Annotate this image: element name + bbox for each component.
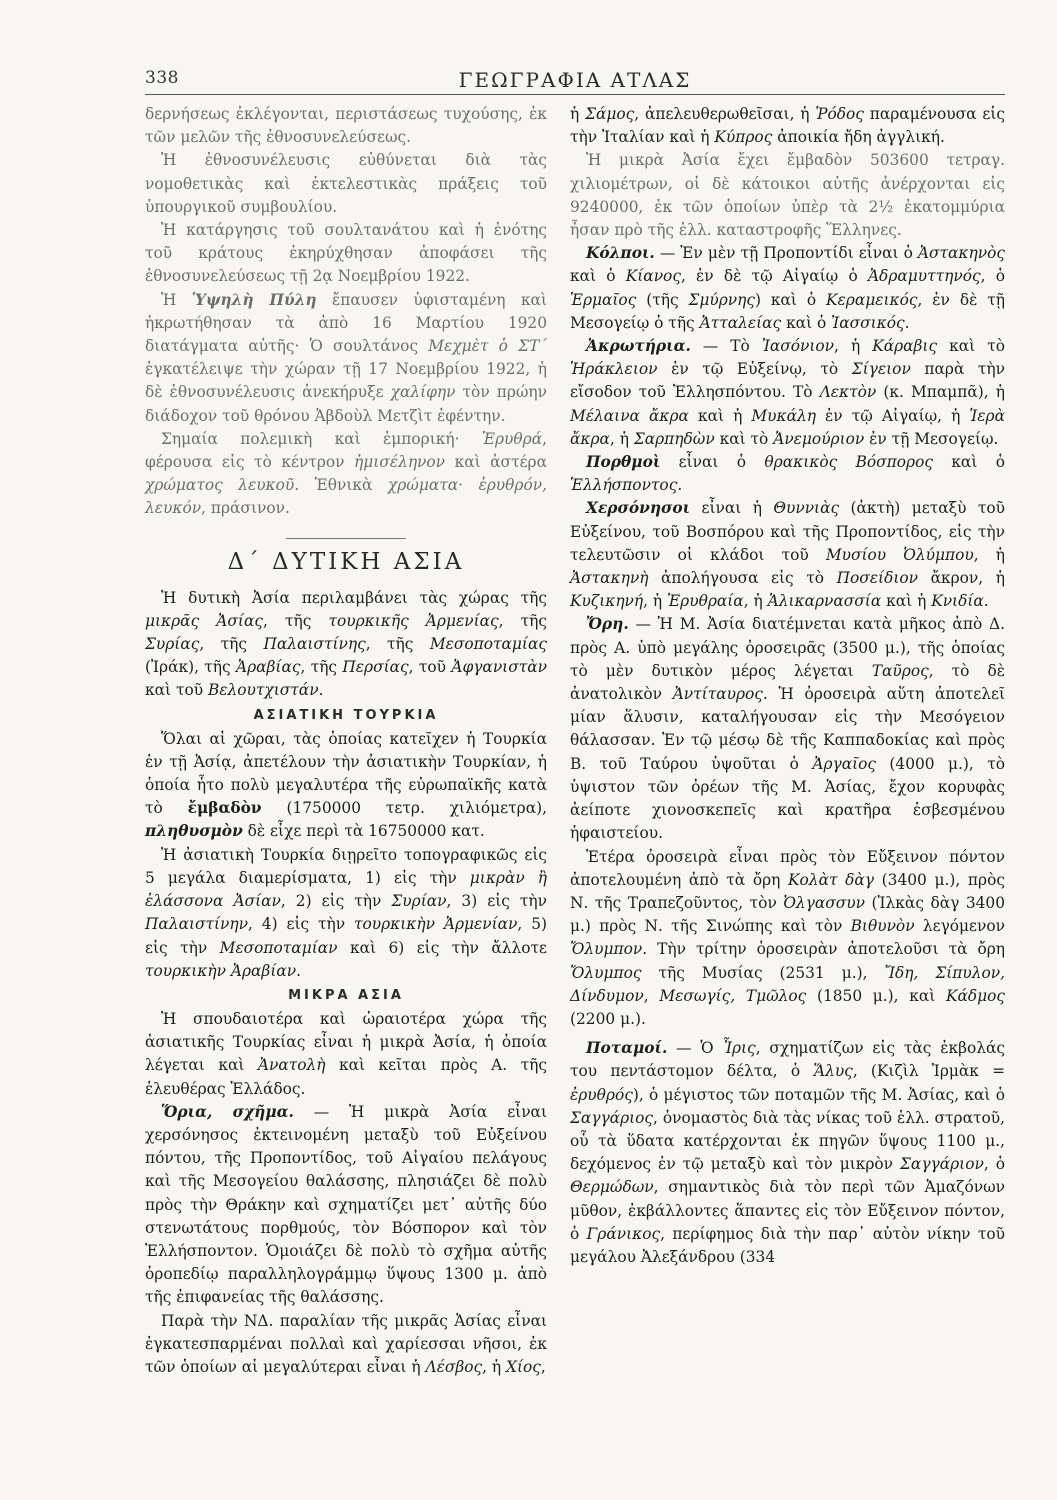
paragraph: Ἡ ἀσιατικὴ Τουρκία διῃρεῖτο τοπογραφικῶς εἰς 5 μεγάλα διαμερίσματα, 1) εἰς τὴν μικρὰν ἢ ἐλάσσονα Ἀσίαν, 2) εἰς τὴν Συρίαν, 3) εἰς τὴν Παλαιστίνην, 4) εἰς τὴν τουρκικὴν Ἀρμενίαν, 5) εἰς τὴν Μεσοποταμίαν καὶ 6) εἰς τὴν ἄλλοτε τουρκικὴν Ἀραβίαν. [145,845,548,980]
paragraph: Ἡ δυτικὴ Ἀσία περιλαμβάνει τὰς χώρας τῆς μικρᾶς Ἀσίας, τῆς τουρκικῆς Ἀρμενίας, τῆς Συρίας, τῆς Παλαιστίνης, τῆς Μεσοποταμίας (Ἰράκ), τῆς Ἀραβίας, τῆς Περσίας, τοῦ Ἀφγανιστὰν καὶ τοῦ Βελουτχιστάν. [145,588,547,700]
paragraph: Πορθμοὶ εἶναι ὁ θρακικὸς Βόσπορος καὶ ὁ Ἑλλήσποντος. [570,453,1005,495]
header-rule [145,94,1005,95]
paragraph: Ποταμοί. — Ὁ Ἶρις, σχηματίζων εἰς τὰς ἐκβολάς του πεντάστομον δέλτα, ὁ Ἅλυς, (Κιζὶλ Ἰρμὰκ = ἐρυθρός), ὁ μέγιστος τῶν ποταμῶν τῆς Μ. Ἀσίας, καὶ ὁ Σαγγάριος, ὀνομαστὸς διὰ τὰς νίκας τοῦ ἑλλ. στρατοῦ, οὗ τὰ ὕδατα κατέρχονται ἐκ πηγῶν ὕψους 1100 μ., δεχόμενος ἐν τῷ μεταξὺ καὶ τὸν μικρὸν Σαγγάριον, ὁ Θερμώδων, σημαντικὸς διὰ τὸν περὶ τῶν Ἀμαζόνων μῦθον, ἐκβάλλοντες ἅπαντες εἰς τὸν Εὔξεινον πόντον, ὁ Γράνικος, περίφημος διὰ τὴν παρ᾽ αὐτὸν νίκην τοῦ μεγάλου Ἀλεξάνδρου (334 [570,1039,1006,1266]
page-header [145,68,1005,96]
page-number: 338 [145,68,179,88]
paragraph: Ἀκρωτήρια. — Τὸ Ἰασόνιον, ἡ Κάραβις καὶ τὸ Ἡράκλειον ἐν τῷ Εὐξείνῳ, τὸ Σίγειον παρὰ τὴν εἴσοδον τοῦ Ἑλλησπόντου. Τὸ Λεκτὸν (κ. Μπαμπᾶ), ἡ Μέλαινα ἄκρα καὶ ἡ Μυκάλη ἐν τῷ Αἰγαίῳ, ἡ Ἱερὰ ἄκρα, ἡ Σαρπηδὼν καὶ τὸ Ἀνεμούριον ἐν τῇ Μεσογείῳ. [570,337,1006,448]
paragraph: Ἡ ἐθνοσυνέλευσις εὐθύνεται διὰ τὰς νομοθετικὰς καὶ ἐκτελεστικὰς πράξεις τοῦ ὑπουργικοῦ συμβουλίου. [145,151,547,216]
paragraph: Ἑτέρα ὀροσειρὰ εἶναι πρὸς τὸν Εὔξεινον πόντον ἀποτελουμένη ἀπὸ τὰ ὄρη Κολὰτ δὰγ (3400 μ.), πρὸς Ν. τῆς Τραπεζοῦντος, τὸν Ὀλγασσυν (Ἰλκὰς δὰγ 3400 μ.) πρὸς Ν. τῆς Σινώπης καὶ τὸν Βιθυνὸν λεγόμενον Ὄλυμπον. Τὴν τρίτην ὀροσειρὰν ἀποτελοῦσι τὰ ὄρη Ὄλυμπος τῆς Μυσίας (2531 μ.), Ἴδη, Σίπυλον, Δίνδυμον, Μεσωγίς, Τμῶλος (1850 μ.), καὶ Κάδμος (2200 μ.). [570,847,1005,1028]
sub-heading: ΑΣΙΑΤΙΚΗ ΤΟΥΡΚΙΑ [253,707,439,723]
paragraph: Παρὰ τὴν ΝΔ. παραλίαν τῆς μικρᾶς Ἀσίας εἶναι ἐγκατεσπαρμέναι πολλαὶ καὶ χαρίεσσαι νῆσοι, ἐκ τῶν ὁποίων αἱ μεγαλύτεραι εἶναι ἡ Λέσβος, ἡ Χίος, [145,1311,547,1376]
right-column [570,103,1005,1269]
paragraph: Σημαία πολεμικὴ καὶ ἐμπορική· Ἐρυθρά, φέρουσα εἰς τὸ κέντρον ἡμισέληνον καὶ ἀστέρα χρώματος λευκοῦ. Ἐθνικὰ χρώματα· ἐρυθρόν, λευκόν, πράσινον. [145,429,547,518]
paragraph: Χερσόνησοι εἶναι ἡ Θυννιὰς (ἀκτὴ) μεταξὺ τοῦ Εὐξείνου, τοῦ Βοσπόρου καὶ τῆς Προποντίδος, εἰς τὴν τελευτῶσιν οἱ κλάδοι τοῦ Μυσίου Ὀλύμπου, ἡ Ἀστακηνὴ ἀπολήγουσα εἰς τὸ Ποσείδιον ἄκρον, ἡ Κυζικηνή, ἡ Ἐρυθραία, ἡ Ἁλικαρνασσία καὶ ἡ Κνιδία. [570,499,1006,611]
ornament-rule [145,527,547,537]
paragraph: Ἡ σπουδαιοτέρα καὶ ὡραιοτέρα χώρα τῆς ἀσιατικῆς Τουρκίας εἶναι ἡ μικρὰ Ἀσία, ἡ ὁποία λέγεται καὶ Ἀνατολὴ καὶ κεῖται πρὸς Α. τῆς ἐλευθέρας Ἑλλάδος. [145,1009,547,1098]
running-title: ΓΕΩΓΡΑΦΙΑ ΑΤΛΑΣ [458,68,692,92]
sub-heading: ΜΙΚΡΑ ΑΣΙΑ [288,987,404,1003]
section-heading: Δ΄ ΔΥΤΙΚΗ ΑΣΙΑ [227,548,465,575]
paragraph: Ἡ κατάργησις τοῦ σουλτανάτου καὶ ἡ ἑνότης τοῦ κράτους ἐκηρύχθησαν ἀποφάσει τῆς ἐθνοσυνελεύσεως τῇ 2ᾳ Νοεμβρίου 1922. [145,221,547,286]
paragraph: Ἡ Ὑψηλὴ Πύλη ἔπαυσεν ὑφισταμένη καὶ ἠκρωτήθησαν τὰ ἀπὸ 16 Μαρτίου 1920 διατάγματα αὐτῆς· Ὁ σουλτάνος Μεχμὲτ ὁ ΣΤ΄ ἐγκατέλειψε τὴν χώραν τῇ 17 Νοεμβρίου 1922, ἡ δὲ ἐθνοσυνέλευσις ἀνεκήρυξε χαλίφην τὸν πρώην διάδοχον τοῦ θρόνου Ἀβδοὺλ Μετζὶτ ἐφέντην. [145,290,547,425]
paragraph: Ὅλαι αἱ χῶραι, τὰς ὁποίας κατεῖχεν ἡ Τουρκία ἐν τῇ Ἀσίᾳ, ἀπετέλουν τὴν ἀσιατικὴν Τουρκίαν, ἡ ὁποία ἦτο πολὺ μεγαλυτέρα τῆς εὐρωπαϊκῆς κατὰ τὸ ἔμβαδὸν (1750000 τετρ. χιλιόμετρα), πληθυσμὸν δὲ εἶχε περὶ τὰ 16750000 κατ. [145,729,547,841]
paragraph: Κόλποι. — Ἐν μὲν τῇ Προποντίδι εἶναι ὁ Ἀστακηνὸς καὶ ὁ Κίανος, ἐν δὲ τῷ Αἰγαίῳ ὁ Ἀδραμυττηνός, ὁ Ἑρμαῖος (τῆς Σμύρνης) καὶ ὁ Κεραμεικός, ἐν δὲ τῇ Μεσογείῳ ὁ τῆς Ἀτταλείας καὶ ὁ Ἰασσικός. [570,244,1005,332]
left-column [145,103,547,1379]
paragraph: Ὅρια, σχῆμα. — Ἡ μικρὰ Ἀσία εἶναι χερσόνησος ἐκτεινομένη μεταξὺ τοῦ Εὐξείνου πόντου, τῆς Προποντίδος, τοῦ Αἰγαίου πελάγους καὶ τῆς Μεσογείου θαλάσσης, πλησιάζει δὲ πολὺ πρὸς τὴν Θράκην καὶ σχηματίζει μετ᾽ αὐτῆς δύο στενωτάτους πορθμούς, τὸν Βόσπορον καὶ τὸν Ἑλλήσποντον. Ὁμοιάζει δὲ πολὺ τὸ σχῆμα αὐτῆς ὀροπεδίῳ παραλληλογράμμῳ ὕψους 1300 μ. ἀπὸ τῆς ἐπιφανείας τῆς θαλάσσης. [145,1102,547,1307]
paragraph: ἡ Σάμος, ἀπελευθερωθεῖσαι, ἡ Ῥόδος παραμένουσα εἰς τὴν Ἰταλίαν καὶ ἡ Κύπρος ἀποικία ἤδη ἀγγλική. [570,105,1006,147]
paragraph: δερνήσεως ἐκλέγονται, περιστάσεως τυχούσης, ἐκ τῶν μελῶν τῆς ἐθνοσυνελεύσεως. [145,105,547,147]
paragraph: Ἡ μικρὰ Ἀσία ἔχει ἔμβαδὸν 503600 τετραγ. χιλιομέτρων, οἱ δὲ κάτοικοι αὐτῆς ἀνέρχονται εἰς 9240000, ἐκ τῶν ὁποίων ὑπὲρ τὰ 2½ ἑκατομμύρια ἦσαν πρὸ τῆς ἑλλ. καταστροφῆς Ἕλληνες. [570,151,1005,240]
paragraph: Ὄρη. — Ἡ Μ. Ἀσία διατέμνεται κατὰ μῆκος ἀπὸ Δ. πρὸς Α. ὑπὸ μεγάλης ὀροσειρᾶς (3500 μ.), τῆς ὁποίας τὸ μὲν δυτικὸν μέρος λέγεται Ταῦρος, τὸ δὲ ἀνατολικὸν Ἀντίταυρος. Ἡ ὀροσειρὰ αὕτη ἀποτελεῖ μίαν ἅλυσιν, καταλήγουσαν εἰς τὴν Μεσόγειον θάλασσαν. Ἐν τῷ μέσῳ δὲ τῆς Καππαδοκίας καὶ πρὸς Β. τοῦ Ταύρου ὑψοῦται ὁ Ἀργαῖος (4000 μ.), τὸ ὑψιστον τῶν ὀρέων τῆς Μ. Ἀσίας, ἔχον κορυφὰς ἀείποτε χιονοσκεπεῖς καὶ κρατῆρα ἐσβεσμένου ἡφαιστείου. [570,615,1005,843]
